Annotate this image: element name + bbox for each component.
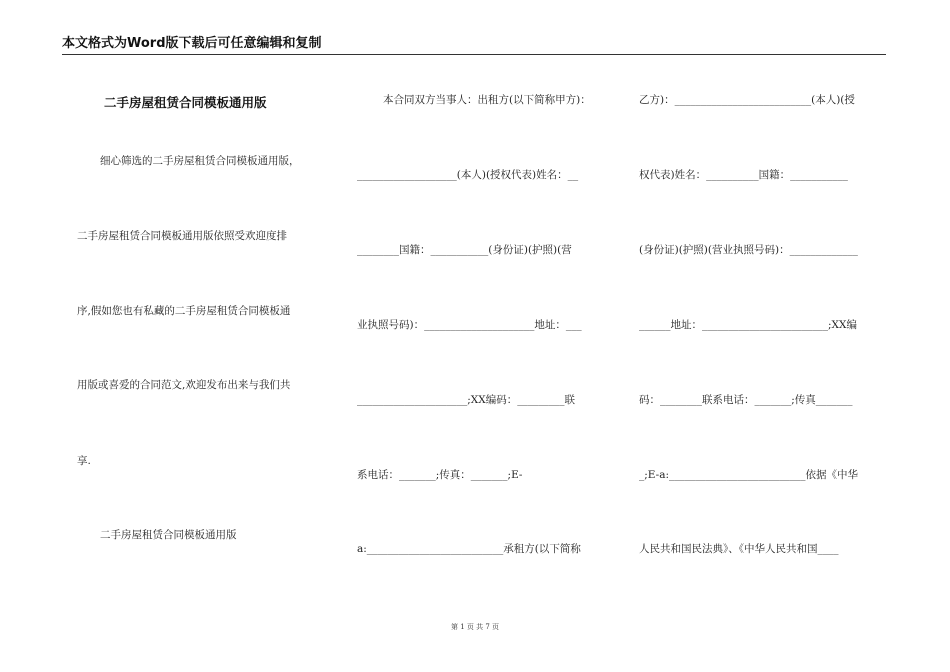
text-line: _____________________;XX编码：_________联 [357, 394, 575, 406]
page-number: 第 1 页 共 7 页 [450, 623, 500, 631]
text-line: ________国籍：___________(身份证)(护照)(营 [357, 244, 572, 256]
text-line: 用版或喜爱的合同范文,欢迎发布出来与我们共 [77, 379, 291, 391]
text-line: 业执照号码)：_____________________地址：___ [357, 319, 582, 331]
text-line: a:__________________________承租方(以下简称 [357, 543, 581, 555]
text-line: 乙方)：__________________________(本人)(授 [639, 94, 855, 106]
text-line: 权代表)姓名：__________国籍：___________ [639, 169, 848, 181]
text-line: 享. [77, 455, 91, 467]
text-line: ______地址：________________________;XX编 [639, 319, 857, 331]
text-line: (身份证)(护照)(营业执照号码)：_____________ [639, 244, 858, 256]
text-line: _;E-a:__________________________依据《中华 [639, 469, 858, 481]
text-line: 系电话：_______;传真：_______;E- [357, 469, 523, 481]
document-header: 本文格式为Word版下载后可任意编辑和复制 [62, 36, 886, 55]
text-line: 本合同双方当事人：出租方(以下简称甲方)： [383, 94, 591, 106]
document-title: 二手房屋租赁合同模板通用版 [104, 95, 267, 110]
text-line: 人民共和国民法典》、《中华人民共和国____ [639, 543, 839, 555]
text-line: 细心筛选的二手房屋租赁合同模板通用版， [100, 155, 300, 167]
text-line: 二手房屋租赁合同模板通用版依照受欢迎度排 [77, 230, 287, 242]
section-heading: 二手房屋租赁合同模板通用版 [100, 529, 237, 541]
text-line: 序,假如您也有私藏的二手房屋租赁合同模板通 [77, 305, 291, 317]
text-line: ___________________(本人)(授权代表)姓名：__ [357, 169, 579, 181]
text-line: 码：________联系电话：_______;传真_______ [639, 394, 853, 406]
